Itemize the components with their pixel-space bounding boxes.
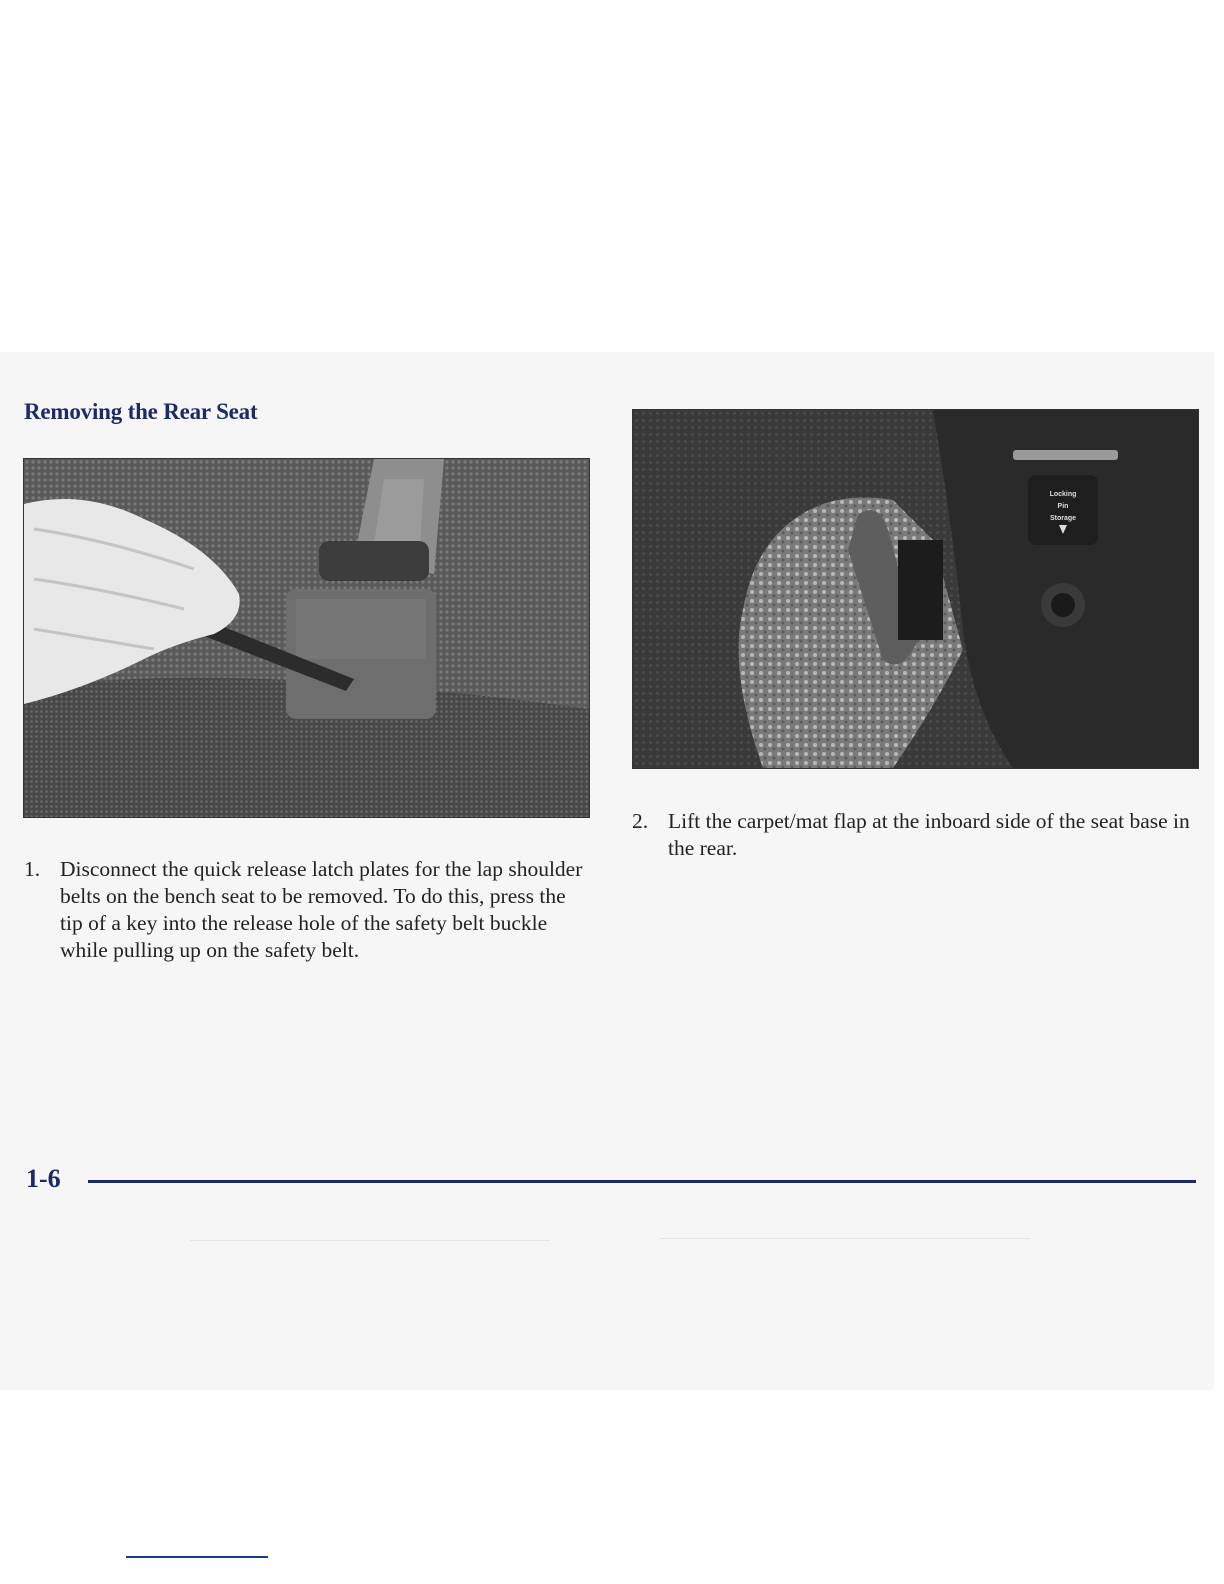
faint-divider-right: [660, 1238, 1030, 1239]
page-number: 1-6: [26, 1164, 61, 1193]
step-1: [24, 856, 584, 964]
faint-divider-left: [190, 1240, 550, 1241]
section-heading: Removing the Rear Seat: [24, 399, 258, 424]
step-2: [632, 808, 1204, 862]
seat-belt-buckle-photo: [23, 458, 590, 818]
step-2-number: 2.: [632, 809, 649, 833]
footer-rule: [88, 1180, 1196, 1183]
step-1-text: Disconnect the quick release latch plates for the lap shoulder belts on the bench seat to be removed. To do this, press the tip of a key into the release hole of the safety belt buckle while pulling up on the safety belt.: [60, 857, 583, 962]
seat-base-carpet-flap-photo: [632, 409, 1199, 769]
step-2-text: Lift the carpet/mat flap at the inboard side of the seat base in the rear.: [668, 809, 1190, 860]
bottom-link-underline[interactable]: [126, 1556, 268, 1558]
step-1-number: 1.: [24, 857, 41, 881]
locking-label: Locking: [1049, 491, 1077, 498]
storage-label: Storage: [1049, 515, 1077, 522]
pin-label: Pin: [1057, 503, 1069, 510]
